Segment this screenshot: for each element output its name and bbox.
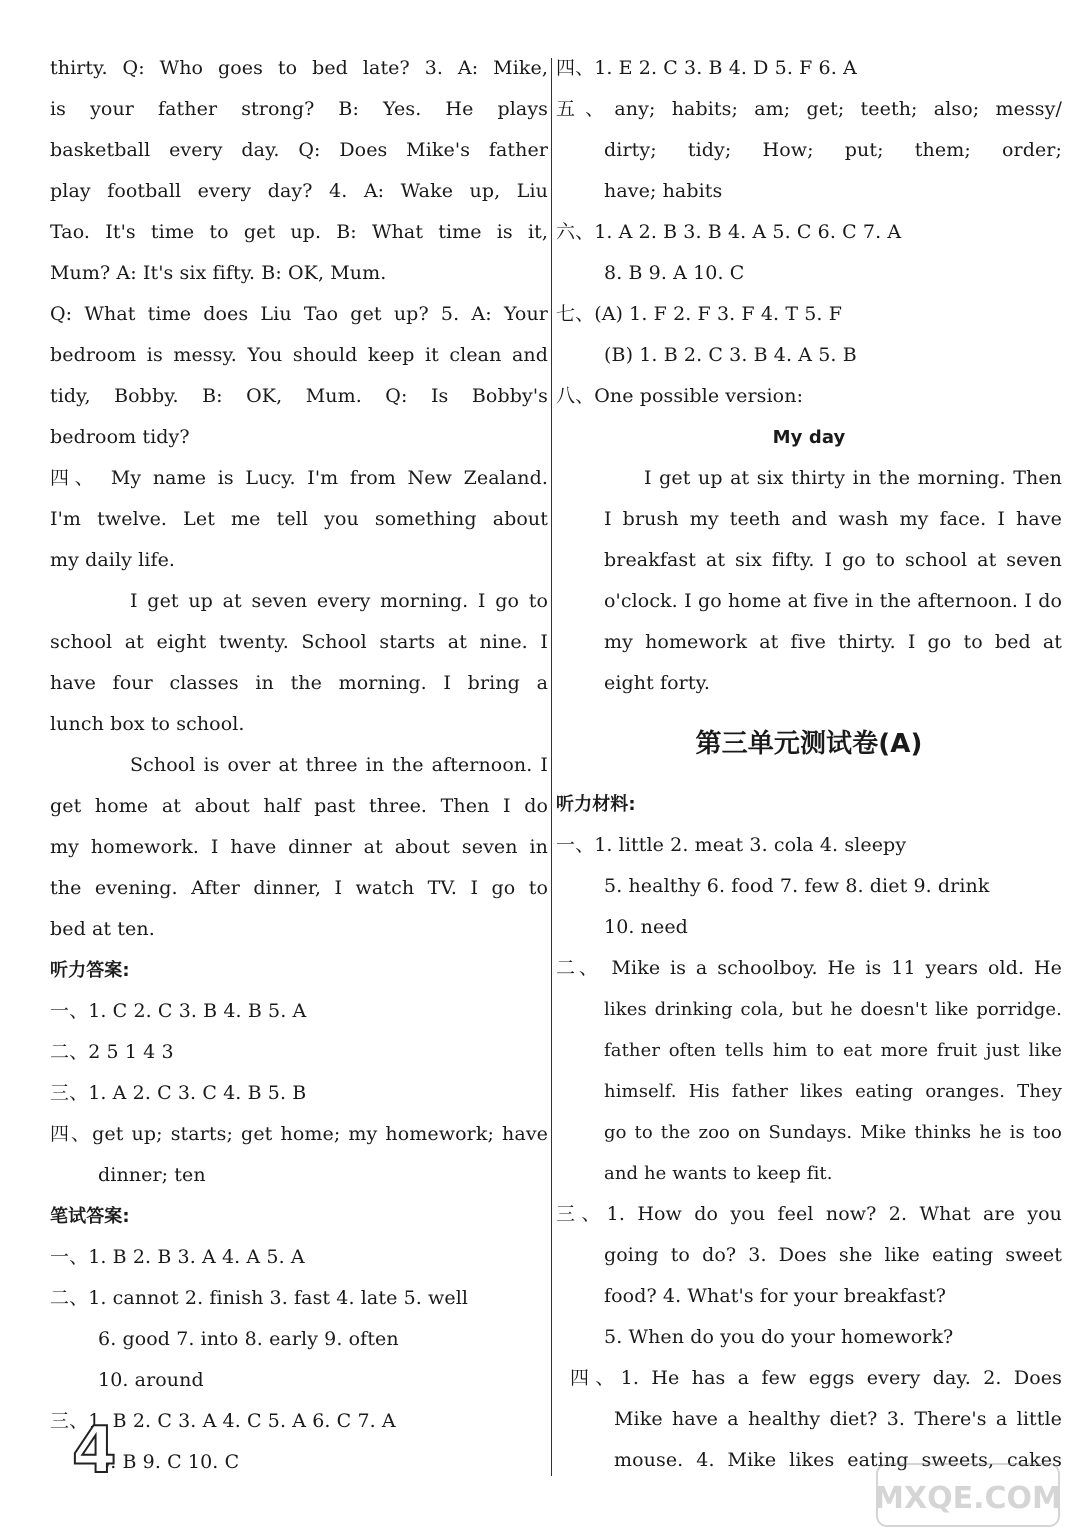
- answer-line: 10. need: [604, 916, 688, 938]
- section-four-passage-start: 四、 My name is Lucy. I'm from New Zealand.: [50, 467, 548, 489]
- written-answers-label: 笔试答案:: [50, 1206, 130, 1227]
- text-line: I brush my teeth and wash my face. I have: [604, 508, 1062, 530]
- answer-line: 5. healthy 6. food 7. few 8. diet 9. drink: [604, 875, 990, 897]
- text-line: my daily life.: [50, 549, 176, 571]
- paragraph-start: I get up at six thirty in the morning. Then: [644, 467, 1062, 489]
- text-line: go to the zoo on Sundays. Mike thinks he is too: [604, 1122, 1062, 1143]
- text-line: is your father strong? B: Yes. He plays: [50, 98, 548, 120]
- text-line: bedroom is messy. You should keep it clean and: [50, 344, 548, 366]
- answer-line: 5. When do you do your homework?: [604, 1326, 954, 1348]
- column-divider: [551, 58, 552, 1476]
- watermark-text: MXQE.COM: [874, 1481, 1062, 1516]
- text-line: and he wants to keep fit.: [604, 1163, 833, 1184]
- answer-line: mouse. 4. Mike likes eating sweets, cakes: [614, 1449, 1062, 1471]
- answer-line: 三、1. B 2. C 3. A 4. C 5. A 6. C 7. A: [50, 1410, 396, 1432]
- answer-line: 八、One possible version:: [556, 385, 804, 407]
- answer-line: dirty; tidy; How; put; them; order;: [604, 139, 1062, 161]
- text-line: play football every day? 4. A: Wake up, Liu: [50, 180, 548, 202]
- answer-line: 五、any; habits; am; get; teeth; also; messy/: [556, 98, 1062, 120]
- watermark-logo: [873, 1460, 1063, 1530]
- text-line: my homework at five thirty. I go to bed at: [604, 631, 1062, 653]
- listening-material-label: 听力材料:: [556, 794, 636, 815]
- answer-line: 四、1. E 2. C 3. B 4. D 5. F 6. A: [556, 57, 857, 79]
- paragraph-start: I get up at seven every morning. I go to: [130, 590, 548, 612]
- unit-test-heading: 第三单元测试卷(A): [695, 729, 923, 759]
- text-line: father often tells him to eat more fruit just like: [604, 1040, 1062, 1061]
- answer-line: 一、1. B 2. B 3. A 4. A 5. A: [50, 1246, 305, 1268]
- paragraph-start: 二、 Mike is a schoolboy. He is 11 years old. He: [556, 957, 1062, 979]
- answer-line: 6. good 7. into 8. early 9. often: [98, 1328, 399, 1350]
- answer-line: 一、1. little 2. meat 3. cola 4. sleepy: [556, 834, 907, 856]
- answer-line: 8. B 9. A 10. C: [604, 262, 745, 284]
- text-line: thirty. Q: Who goes to bed late? 3. A: Mike,: [50, 57, 548, 79]
- right-column: [556, 48, 1062, 1481]
- text-line: tidy, Bobby. B: OK, Mum. Q: Is Bobby's: [50, 385, 548, 407]
- text-line: I'm twelve. Let me tell you something about: [50, 508, 548, 530]
- answer-line: 七、(A) 1. F 2. F 3. F 4. T 5. F: [556, 303, 842, 325]
- text-line: the evening. After dinner, I watch TV. I go to: [50, 877, 548, 899]
- text-line: bedroom tidy?: [50, 426, 190, 448]
- answer-line: going to do? 3. Does she like eating sweet: [604, 1244, 1062, 1266]
- answer-line: 六、1. A 2. B 3. B 4. A 5. C 6. C 7. A: [556, 221, 902, 243]
- answer-line: 二、1. cannot 2. finish 3. fast 4. late 5. well: [50, 1287, 469, 1309]
- text-line: school at eight twenty. School starts at nine. I: [50, 631, 548, 653]
- text-line: likes drinking cola, but he doesn't like porridge.: [604, 999, 1062, 1020]
- essay-title: My day: [772, 427, 846, 448]
- answer-line: 二、2 5 1 4 3: [50, 1041, 174, 1063]
- text-line: my homework. I have dinner at about seven in: [50, 836, 548, 858]
- text-line: have four classes in the morning. I bring a: [50, 672, 548, 694]
- listening-answers-label: 听力答案:: [50, 960, 130, 981]
- watermark-icon: [873, 1460, 1063, 1530]
- paragraph-start: School is over at three in the afternoon. I: [130, 754, 548, 776]
- text-line: Q: What time does Liu Tao get up? 5. A: Your: [50, 303, 548, 325]
- text-line: lunch box to school.: [50, 713, 245, 735]
- text-line: get home at about half past three. Then I do: [50, 795, 548, 817]
- answer-line: 三、1. How do you feel now? 2. What are you: [556, 1203, 1062, 1225]
- answer-line: (B) 1. B 2. C 3. B 4. A 5. B: [604, 344, 857, 366]
- answer-line: 8. B 9. C 10. C: [98, 1451, 240, 1473]
- text-line: bed at ten.: [50, 918, 155, 940]
- answer-line: 四、get up; starts; get home; my homework; have: [50, 1123, 548, 1145]
- answer-line: 四、1. He has a few eggs every day. 2. Does: [570, 1367, 1062, 1389]
- answer-line: 三、1. A 2. C 3. C 4. B 5. B: [50, 1082, 307, 1104]
- answer-line: Mike have a healthy diet? 3. There's a little: [614, 1408, 1062, 1430]
- text-line: breakfast at six fifty. I go to school at seven: [604, 549, 1062, 571]
- text-line: Tao. It's time to get up. B: What time is it,: [50, 221, 548, 243]
- left-column: [50, 48, 548, 1483]
- text-line: basketball every day. Q: Does Mike's father: [50, 139, 548, 161]
- text-line: o'clock. I go home at five in the afternoon. I do: [604, 590, 1062, 612]
- answer-line: 10. around: [98, 1369, 204, 1391]
- page-number: 4: [72, 1414, 117, 1488]
- text-line: Mum? A: It's six fifty. B: OK, Mum.: [50, 262, 387, 284]
- text-line: himself. His father likes eating oranges. They: [604, 1081, 1062, 1102]
- answer-line: have; habits: [604, 180, 723, 202]
- answer-line: 一、1. C 2. C 3. B 4. B 5. A: [50, 1000, 307, 1022]
- answer-line: food? 4. What's for your breakfast?: [604, 1285, 947, 1307]
- text-line: eight forty.: [604, 672, 711, 694]
- answer-line: dinner; ten: [98, 1164, 206, 1186]
